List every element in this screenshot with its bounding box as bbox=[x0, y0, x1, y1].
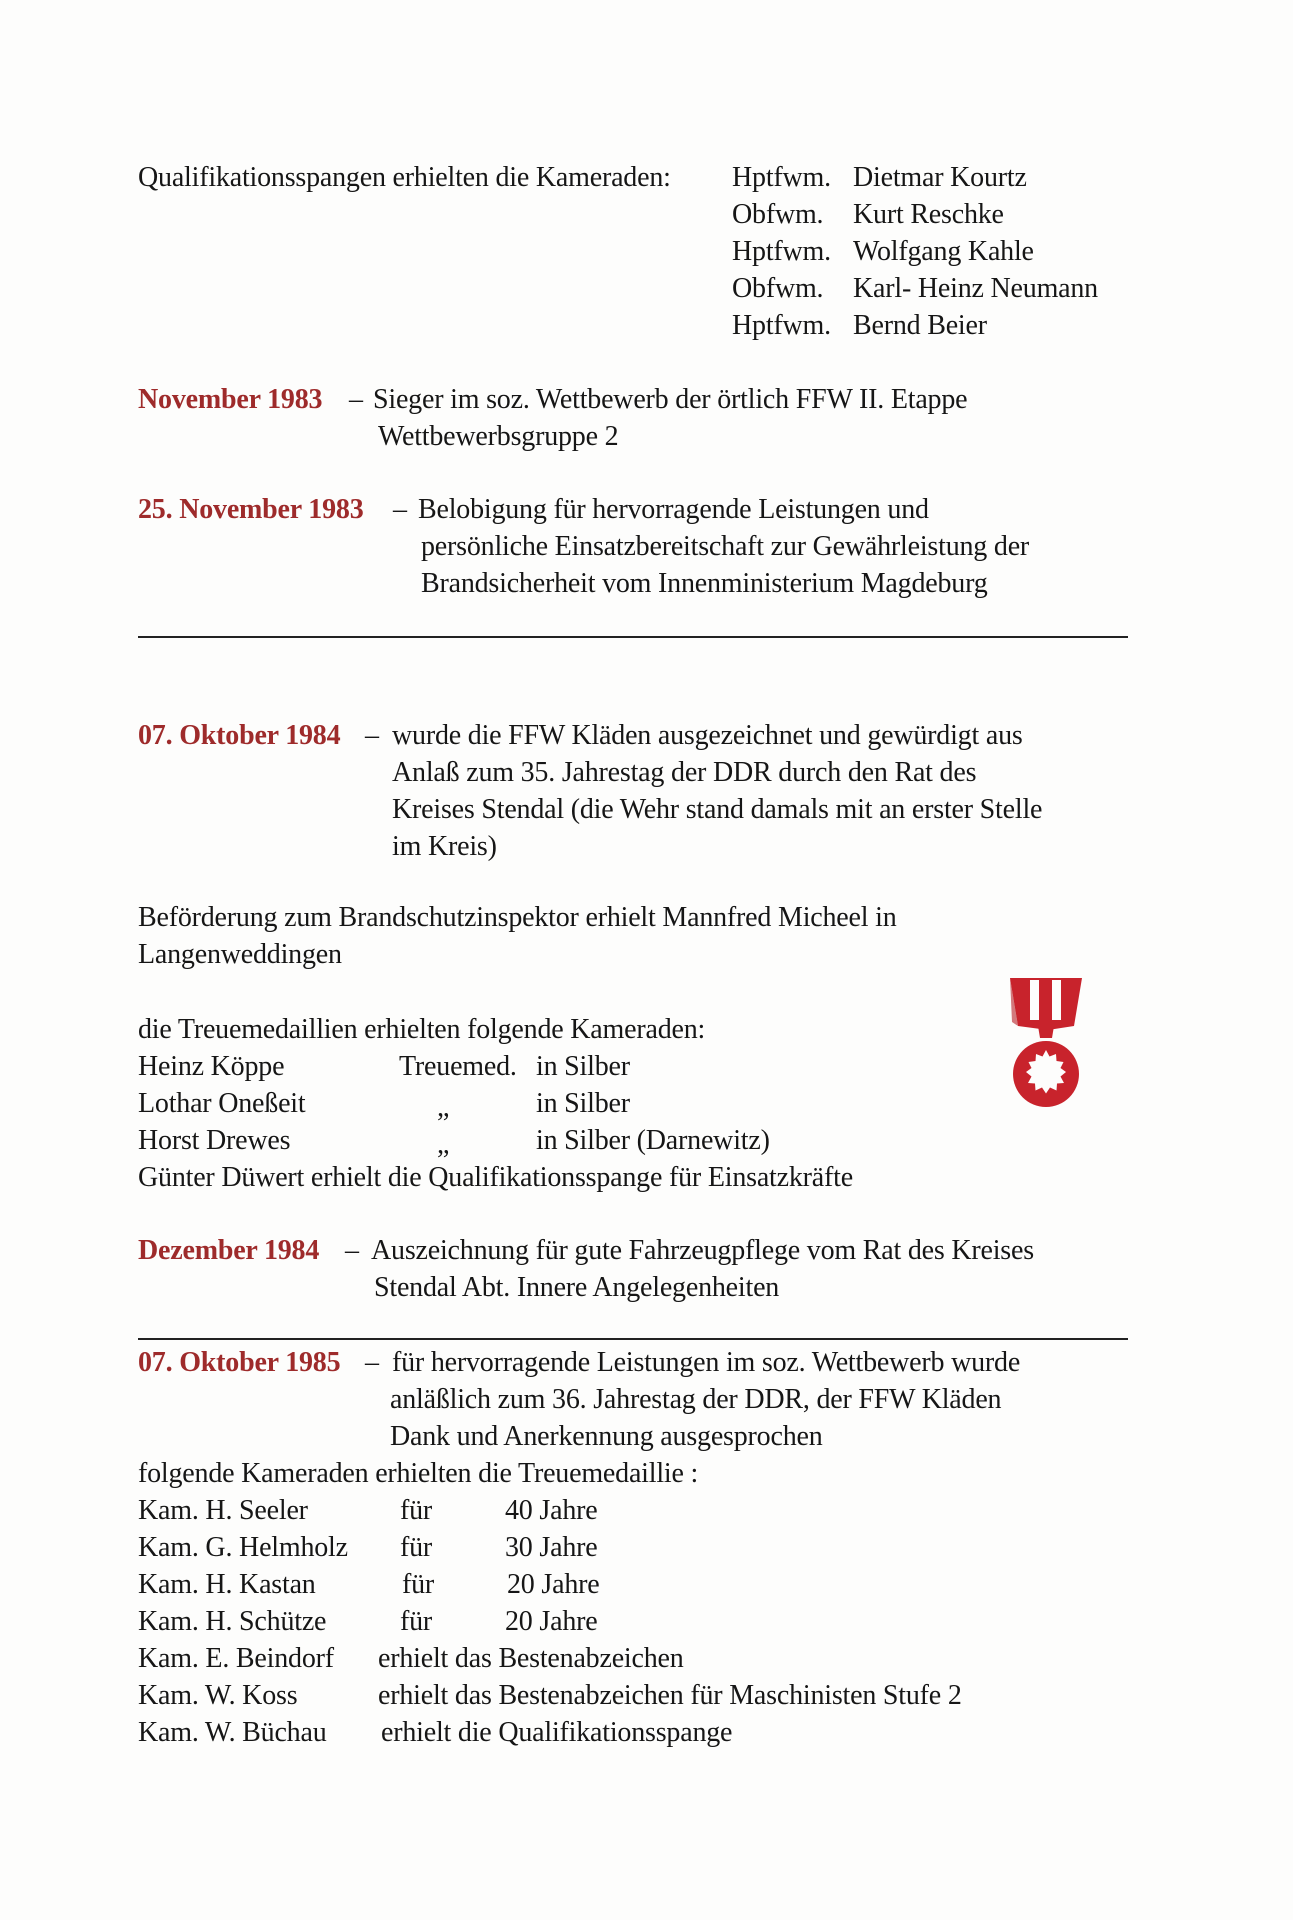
entry-line: im Kreis) bbox=[392, 831, 497, 862]
comrade-award: erhielt das Bestenabzeichen für Maschinisten Stufe 2 bbox=[378, 1680, 962, 1711]
comrade-name: Kam. W. Koss bbox=[138, 1680, 298, 1711]
loyalty-name: Lothar Oneßeit bbox=[138, 1088, 306, 1119]
comrade-name: Kam. H. Kastan bbox=[138, 1569, 316, 1600]
entry-line: Dank und Anerkennung ausgesprochen bbox=[390, 1421, 823, 1452]
entry-dash: – bbox=[365, 720, 379, 751]
loyalty-intro: die Treuemedaillien erhielten folgende Kameraden: bbox=[138, 1014, 706, 1045]
entry-line: Sieger im soz. Wettbewerb der örtlich FFW II. Etappe bbox=[373, 384, 968, 415]
entry-date: 25. November 1983 bbox=[138, 494, 364, 525]
entry-line: für hervorragende Leistungen im soz. Wettbewerb wurde bbox=[392, 1347, 1021, 1378]
comrade-years: 20 Jahre bbox=[507, 1569, 600, 1600]
loyalty-ditto: „ bbox=[437, 1129, 450, 1160]
entry-date: Dezember 1984 bbox=[138, 1235, 320, 1266]
recipient-name: Wolfgang Kahle bbox=[853, 236, 1034, 267]
comrade-award: erhielt die Qualifikationsspange bbox=[381, 1717, 733, 1748]
entry-dash: – bbox=[345, 1235, 359, 1266]
comrade-years: 20 Jahre bbox=[505, 1606, 598, 1637]
comrade-name: Kam. W. Büchau bbox=[138, 1717, 327, 1748]
loyalty-detail: in Silber (Darnewitz) bbox=[536, 1125, 770, 1156]
entry-date: 07. Oktober 1985 bbox=[138, 1347, 341, 1378]
entry-dash: – bbox=[365, 1347, 379, 1378]
loyalty-ditto: „ bbox=[437, 1092, 450, 1123]
entry-line: Auszeichnung für gute Fahrzeugpflege vom Rat des Kreises bbox=[371, 1235, 1034, 1266]
section-divider bbox=[138, 1338, 1128, 1340]
medal-icon bbox=[1008, 976, 1084, 1116]
entry-date: November 1983 bbox=[138, 384, 323, 415]
entry-date: 07. Oktober 1984 bbox=[138, 720, 341, 751]
entry-line: anläßlich zum 36. Jahrestag der DDR, der FFW Kläden bbox=[390, 1384, 1002, 1415]
comrade-name: Kam. G. Helmholz bbox=[138, 1532, 348, 1563]
recipient-rank: Obfwm. bbox=[732, 199, 824, 230]
loyalty-name: Heinz Köppe bbox=[138, 1051, 285, 1082]
entry-line: Stendal Abt. Innere Angelegenheiten bbox=[374, 1272, 780, 1303]
promotion-line: Langenweddingen bbox=[138, 939, 342, 970]
entry-line: Kreises Stendal (die Wehr stand damals mit an erster Stelle bbox=[392, 794, 1043, 825]
entry-line: Wettbewerbsgruppe 2 bbox=[378, 421, 619, 452]
entry-dash: – bbox=[349, 384, 363, 415]
comrade-prep: für bbox=[400, 1495, 433, 1526]
recipient-rank: Obfwm. bbox=[732, 273, 824, 304]
loyalty-intro: folgende Kameraden erhielten die Treuemedaillie : bbox=[138, 1458, 699, 1489]
entry-line: Belobigung für hervorragende Leistungen und bbox=[418, 494, 929, 525]
entry-line: persönliche Einsatzbereitschaft zur Gewährleistung der bbox=[421, 531, 1030, 562]
recipient-name: Karl- Heinz Neumann bbox=[853, 273, 1098, 304]
recipient-rank: Hptfwm. bbox=[732, 162, 831, 193]
entry-line: Brandsicherheit vom Innenministerium Magdeburg bbox=[421, 568, 988, 599]
recipient-name: Kurt Reschke bbox=[853, 199, 1004, 230]
recipient-name: Bernd Beier bbox=[853, 310, 987, 341]
comrade-name: Kam. H. Seeler bbox=[138, 1495, 308, 1526]
comrade-name: Kam. H. Schütze bbox=[138, 1606, 327, 1637]
qualification-intro: Qualifikationsspangen erhielten die Kameraden: bbox=[138, 162, 671, 193]
recipient-name: Dietmar Kourtz bbox=[853, 162, 1027, 193]
loyalty-detail: in Silber bbox=[536, 1088, 630, 1119]
comrade-prep: für bbox=[402, 1569, 435, 1600]
comrade-name: Kam. E. Beindorf bbox=[138, 1643, 334, 1674]
comrade-years: 30 Jahre bbox=[505, 1532, 598, 1563]
loyalty-name: Horst Drewes bbox=[138, 1125, 291, 1156]
recipient-rank: Hptfwm. bbox=[732, 236, 831, 267]
loyalty-note: Günter Düwert erhielt die Qualifikationsspange für Einsatzkräfte bbox=[138, 1162, 853, 1193]
entry-dash: – bbox=[393, 494, 407, 525]
comrade-award: erhielt das Bestenabzeichen bbox=[378, 1643, 684, 1674]
comrade-years: 40 Jahre bbox=[505, 1495, 598, 1526]
section-divider bbox=[138, 636, 1128, 638]
recipient-rank: Hptfwm. bbox=[732, 310, 831, 341]
entry-line: Anlaß zum 35. Jahrestag der DDR durch den Rat des bbox=[392, 757, 977, 788]
entry-line: wurde die FFW Kläden ausgezeichnet und gewürdigt aus bbox=[392, 720, 1023, 751]
loyalty-ditto: Treuemed. bbox=[399, 1051, 517, 1082]
comrade-prep: für bbox=[400, 1606, 433, 1637]
promotion-line: Beförderung zum Brandschutzinspektor erhielt Mannfred Micheel in bbox=[138, 902, 897, 933]
loyalty-detail: in Silber bbox=[536, 1051, 630, 1082]
comrade-prep: für bbox=[400, 1532, 433, 1563]
